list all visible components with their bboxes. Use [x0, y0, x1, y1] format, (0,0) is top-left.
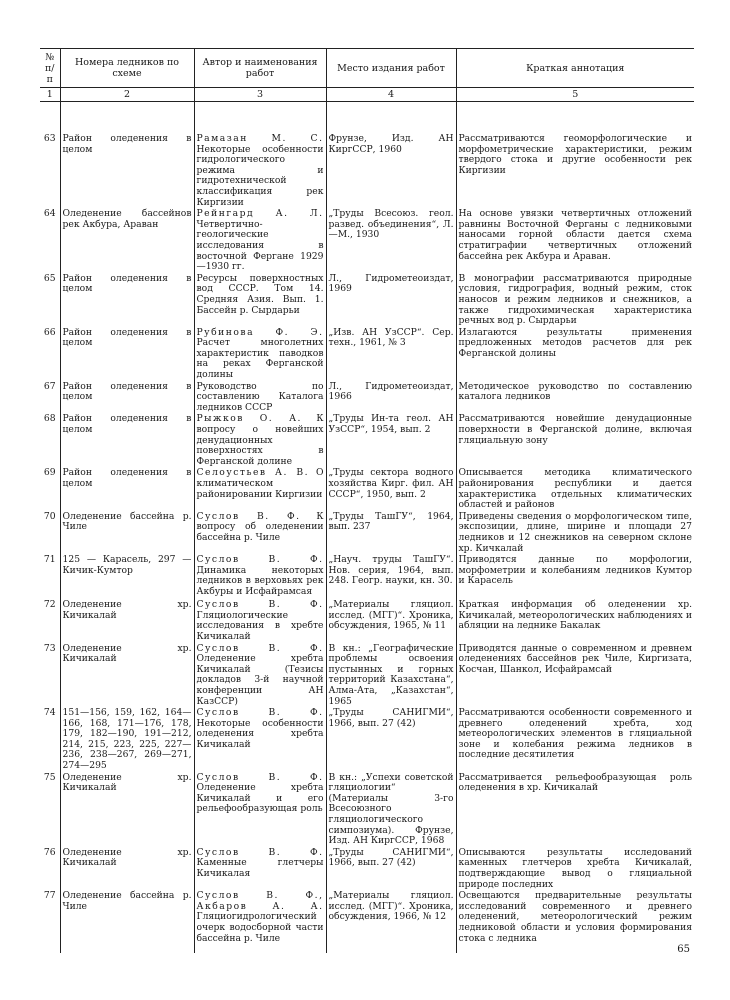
table-row [40, 413, 694, 467]
author-name: Рамазан М. С. [196, 133, 324, 144]
row-glaciers: Оледенение хр. Кичикалай [60, 847, 194, 890]
row-annotation: Приведены сведения о морфологическом типе, экспозиции, длине, ширине и площади 27 ледников и 12 снежников на северном склоне хр. Кичкалай [456, 511, 694, 554]
row-author-work [194, 643, 326, 708]
row-glaciers: Оледенение бассейна р. Чиле [60, 890, 194, 953]
table-body [40, 102, 694, 954]
work-title: Оледенение хребта Кичикалай (Тезисы докладов 3-й научной конференции АН КазССР) [196, 653, 324, 707]
row-number: 72 [43, 599, 56, 611]
document-page [40, 48, 694, 953]
row-author-work [194, 847, 326, 890]
row-number: 68 [43, 413, 56, 425]
row-place: Фрунзе, Изд. АН КиргССР, 1960 [326, 133, 456, 208]
author-name: Рубинова Ф. Э. [196, 326, 324, 338]
table-row [40, 772, 694, 847]
work-title: Некоторые особенности оледенения хребта Кичикалай [196, 717, 324, 750]
row-glaciers: Оледенение хр. Кичикалай [60, 772, 194, 847]
work-title: Расчет многолетних характеристик паводков на реках Ферганской долины [196, 337, 324, 381]
row-annotation: Излагаются результаты применения предложенных методов расчетов для рек Ферганской долины [456, 327, 694, 381]
table-row [40, 511, 694, 554]
row-annotation: В монографии рассматриваются природные условия, гидрография, водный режим, сток наносов и режим ледников и снежников, а также гидрохимическая характеристика речных вод р. Сырдарьи [456, 273, 694, 327]
row-glaciers: 151—156, 159, 162, 164—166, 168, 171—176, 178, 179, 182—190, 191—212, 214, 215, 223, 225, 227—236, 238—267, 269—271, 274—295 [60, 707, 194, 772]
author-name: Суслов В. Ф. [196, 771, 324, 783]
row-glaciers: 125 — Карасель, 297 — Кичик-Кумтор [60, 554, 194, 599]
header-place: Место издания работ [326, 49, 456, 88]
author-name: Суслов В. Ф. [196, 510, 301, 522]
row-annotation: Освещаются предварительные результаты исследований современного и древнего оледенений, метеорологический режим ледниковой области и условия формирования стока с ледника [456, 890, 694, 953]
column-number: 3 [194, 88, 326, 102]
row-annotation: На основе увязки четвертичных отложений равнины Восточной Ферганы с ледниковыми наносами горной области дается схема стратиграфии четвертичных отложений бассейна рек Акбура и Араван. [456, 208, 694, 273]
table-row [40, 381, 694, 414]
work-title: Руководство по составлению Каталога ледников СССР [196, 380, 324, 413]
row-number: 63 [43, 133, 56, 144]
author-name: Рейнгард А. Л. [196, 208, 324, 220]
table-row [40, 554, 694, 599]
row-author-work [194, 772, 326, 847]
row-number: 70 [43, 510, 56, 522]
work-title: Оледенение хребта Кичикалай и его рельефообразующая роль [196, 782, 324, 815]
column-number: 1 [40, 88, 60, 102]
row-place: В кн.: „Географические проблемы освоения пустынных и горных территорий Казахстана“, Алма-Ата, „Казахстан“, 1965 [326, 643, 456, 708]
bibliography-table [40, 48, 694, 953]
table-header [40, 49, 694, 102]
row-author-work [194, 413, 326, 467]
row-glaciers: Район оледенения в целом [60, 273, 194, 327]
row-annotation: Описывается методика климатического районирования республики и дается характеристика отдельных климатических областей и районов [456, 467, 694, 510]
table-row [40, 643, 694, 708]
row-glaciers: Район оледенения в целом [60, 381, 194, 414]
work-title: Ресурсы поверхностных вод СССР. Том 14. Средняя Азия. Вып. 1. Бассейн р. Сырдарьи [196, 272, 324, 316]
table-row [40, 327, 694, 381]
table-row [40, 273, 694, 327]
page-number: 65 [677, 944, 690, 955]
author-name: Рыжков О. А. [196, 413, 302, 425]
row-place: В кн.: „Успехи советской гляциологии“ (Материалы 3-го Всесоюзного гляциологического симпозиума). Фрунзе, Изд. АН КиргССР, 1968 [326, 772, 456, 847]
row-number: 75 [43, 771, 56, 783]
table-row [40, 467, 694, 510]
row-glaciers: Район оледенения в целом [60, 413, 194, 467]
row-annotation: Рассматривается рельефообразующая роль оледенения в хр. Кичикалай [456, 772, 694, 847]
author-name: Селоустьев А. В. [196, 467, 310, 479]
row-author-work [194, 327, 326, 381]
row-annotation: Описываются результаты исследований каменных глетчеров хребта Кичикалай, подтверждающие вывод о гляциальной природе последних [456, 847, 694, 890]
table-row [40, 599, 694, 642]
row-place: „Труды сектора водного хозяйства Кирг. фил. АН СССР“, 1950, вып. 2 [326, 467, 456, 510]
author-name: Суслов В. Ф. [196, 599, 324, 611]
row-glaciers: Оледенение хр. Кичикалай [60, 643, 194, 708]
row-annotation: Краткая информация об оледенении хр. Кичикалай, метеорологических наблюдениях и абляции на леднике Бакалак [456, 599, 694, 642]
header-author: Автор и наименования работ [194, 49, 326, 88]
row-author-work [194, 599, 326, 642]
row-number: 69 [43, 467, 56, 479]
column-number: 5 [456, 88, 694, 102]
row-number: 74 [43, 707, 56, 719]
row-number: 77 [43, 890, 56, 902]
work-title: Гляциологические исследования в хребте Кичикалай [196, 609, 324, 642]
row-author-work [194, 890, 326, 953]
row-glaciers: Район оледенения в целом [60, 133, 194, 208]
row-author-work [194, 273, 326, 327]
work-title: Каменные глетчеры Кичикалая [196, 857, 324, 879]
row-place: Л., Гидрометеоиздат, 1969 [326, 273, 456, 327]
column-number: 2 [60, 88, 194, 102]
row-place: „Науч. труды ТашГУ“. Нов. серия, 1964, вып. 248. Геогр. науки, кн. 30. [326, 554, 456, 599]
table-row [40, 707, 694, 772]
row-number: 65 [43, 272, 56, 284]
row-annotation: Рассматриваются новейшие денудационные поверхности в Ферганской долине, включая гляциальную зону [456, 413, 694, 467]
column-number: 4 [326, 88, 456, 102]
row-number: 64 [43, 208, 56, 220]
work-title: Некоторые особенности гидрологического режима и гидротехнической классификация рек Киргизии [196, 143, 324, 208]
row-annotation: Приводятся данные о современном и древнем оледенениях бассейнов рек Чиле, Киргизата, Косчан, Шанкол, Исфайрамсай [456, 643, 694, 708]
row-place: „Материалы гляциол. исслед. (МГГ)“. Хроника, обсуждения, 1966, № 12 [326, 890, 456, 953]
row-author-work [194, 467, 326, 510]
row-annotation: Методическое руководство по составлению каталога ледников [456, 381, 694, 414]
column-number-row [40, 88, 694, 102]
row-author-work [194, 554, 326, 599]
row-annotation: Приводятся данные по морфологии, морфометрии и колебаниям ледников Кумтор и Карасель [456, 554, 694, 599]
table-row [40, 890, 694, 953]
row-place: „Труды Ин-та геол. АН УзССР“, 1954, вып. 2 [326, 413, 456, 467]
row-number: 66 [43, 326, 56, 338]
author-name: Суслов В. Ф. [196, 846, 324, 858]
row-glaciers: Оледенение хр. Кичикалай [60, 599, 194, 642]
author-name: Суслов В. Ф. [196, 642, 324, 654]
row-place: „Материалы гляциол. исслед. (МГГ)“. Хроника, обсуждения, 1965, № 11 [326, 599, 456, 642]
row-author-work [194, 707, 326, 772]
work-title: К вопросу об оледенении бассейна р. Чиле [196, 510, 324, 543]
row-place: „Труды САНИГМИ“, 1966, вып. 27 (42) [326, 847, 456, 890]
row-number: 76 [43, 846, 56, 858]
row-author-work [194, 208, 326, 273]
row-annotation: Рассматриваются особенности современного и древнего оледенений хребта, ход метеорологических элементов в гляциальной зоне и колебания режима ледников в последние десятилетия [456, 707, 694, 772]
work-title: Гляциогидрологический очерк водосборной части бассейна р. Чиле [196, 911, 324, 944]
author-name: Суслов В. Ф., Акбаров А. А. [196, 890, 324, 912]
row-number: 71 [43, 554, 56, 566]
row-author-work [194, 511, 326, 554]
row-number: 73 [43, 642, 56, 654]
header-number: № п/п [40, 49, 60, 88]
header-annotation: Краткая аннотация [456, 49, 694, 88]
author-name: Суслов В. Ф. [196, 707, 324, 719]
row-place: „Труды САНИГМИ“, 1966, вып. 27 (42) [326, 707, 456, 772]
row-glaciers: Район оледенения в целом [60, 467, 194, 510]
work-title: Динамика некоторых ледников в верховьях рек Акбуры и Исфайрамсая [196, 564, 324, 597]
row-glaciers: Оледенение бассейнов рек Акбура, Араван [60, 208, 194, 273]
work-title: О климатическом районировании Киргизии [196, 467, 324, 500]
row-number: 67 [43, 380, 56, 392]
row-place: „Изв. АН УзССР“. Сер. техн., 1961, № 3 [326, 327, 456, 381]
table-row [40, 847, 694, 890]
author-name: Суслов В. Ф. [196, 554, 324, 566]
row-place: „Труды ТашГУ“, 1964, вып. 237 [326, 511, 456, 554]
row-place: „Труды Всесоюз. геол. развед. объединения“, Л.—М., 1930 [326, 208, 456, 273]
table-row [40, 208, 694, 273]
row-glaciers: Оледенение бассейна р. Чиле [60, 511, 194, 554]
row-glaciers: Район оледенения в целом [60, 327, 194, 381]
row-author-work [194, 381, 326, 414]
table-row [40, 133, 694, 208]
row-annotation: Рассматриваются геоморфологические и морфометрические характеристики, режим твердого стока и другие особенности рек Киргизии [456, 133, 694, 208]
work-title: К вопросу о новейших денудационных поверхностях в Ферганской долине [196, 413, 324, 467]
row-place: Л., Гидрометеоиздат, 1966 [326, 381, 456, 414]
row-author-work [194, 133, 326, 208]
header-glaciers: Номера ледников по схеме [60, 49, 194, 88]
work-title: Четвертично-геологические исследования в восточной Фергане 1929—1930 гг. [196, 218, 324, 273]
